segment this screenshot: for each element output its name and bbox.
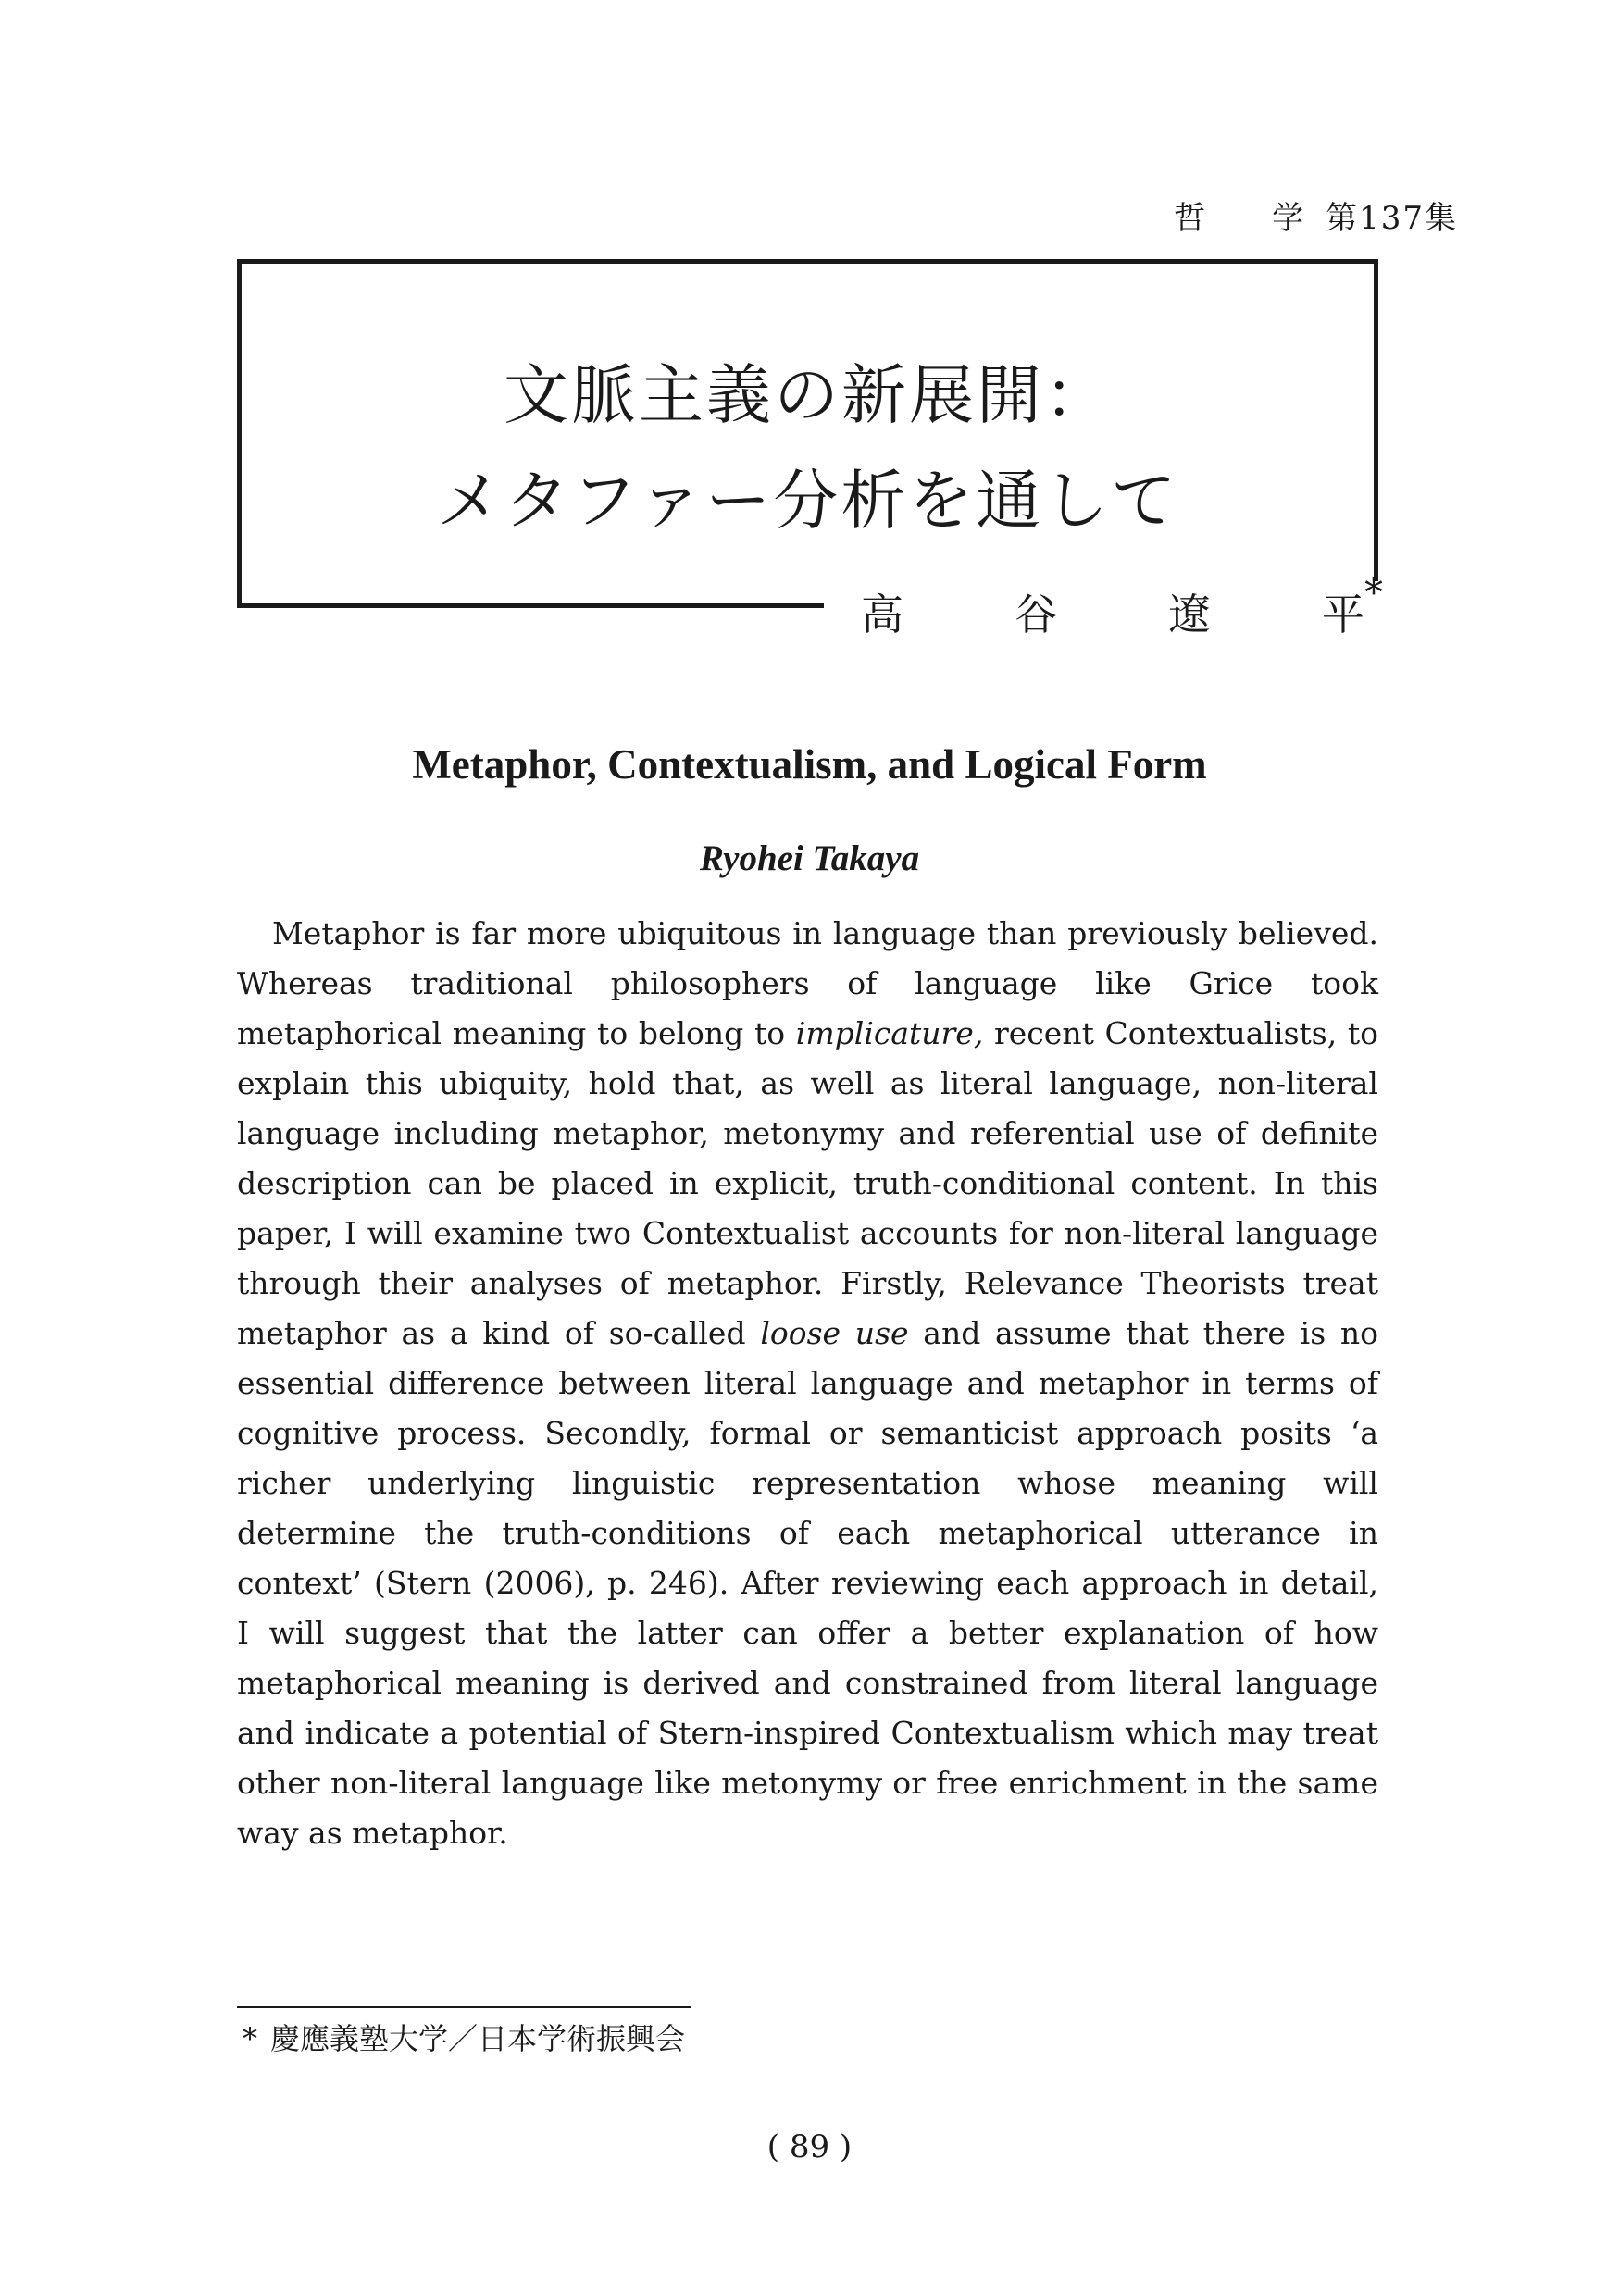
japanese-title-line-1: 文脈主義の新展開： (504, 357, 1112, 433)
english-title: Metaphor, Contextualism, and Logical Form (412, 741, 1207, 788)
japanese-title-line-2: メタファー分析を通して (436, 463, 1179, 539)
abstract-line: and indicate a potential of Stern-inspired Contextualism which may treat (237, 1715, 1378, 1751)
abstract-line: cognitive process. Secondly, formal or semanticist approach posits ‘a (237, 1415, 1378, 1451)
abstract-line: I will suggest that the latter can offer a better explanation of how (237, 1615, 1378, 1651)
journal-name-char-1: 哲 (1174, 200, 1208, 237)
author-char-1: 高 (861, 590, 903, 639)
abstract-line (237, 1009, 1378, 1059)
english-author: Ryohei Takaya (699, 838, 920, 878)
journal-header (1174, 192, 1458, 238)
author-char-4: 平 (1322, 590, 1364, 639)
implicature-term: implicature, (795, 1015, 984, 1051)
abstract-line: explain this ubiquity, hold that, as well as literal language, non-literal (237, 1065, 1378, 1101)
author-char-3: 遼 (1168, 590, 1211, 639)
abstract-text: metaphor as a kind of so-called (237, 1315, 746, 1351)
footnote-divider (237, 2006, 691, 2008)
abstract-line: Metaphor is far more ubiquitous in language than previously believed. (272, 915, 1378, 951)
abstract-line: language including metaphor, metonymy and referential use of definite (237, 1115, 1378, 1151)
page-number: ( 89 ) (766, 2128, 853, 2166)
japanese-author (824, 572, 1387, 642)
footnote-affiliation: 慶應義塾大学／日本学術振興会 (270, 2021, 686, 2056)
abstract (237, 909, 1378, 1858)
journal-name-char-2: 学 (1272, 200, 1306, 237)
abstract-line: context’ (Stern (2006), p. 246). After reviewing each approach in detail, (237, 1565, 1378, 1601)
abstract-line: description can be placed in explicit, truth-conditional content. In this (237, 1165, 1378, 1201)
abstract-line: other non-literal language like metonymy or free enrichment in the same (237, 1765, 1378, 1801)
abstract-text: metaphorical meaning to belong to (237, 1015, 786, 1051)
abstract-line: paper, I will examine two Contextualist accounts for non-literal language (237, 1215, 1378, 1251)
abstract-line (237, 1309, 1378, 1359)
abstract-text: recent Contextualists, to (994, 1015, 1378, 1051)
abstract-line: determine the truth-conditions of each metaphorical utterance in (237, 1515, 1378, 1551)
footnote (243, 2016, 685, 2058)
author-footnote-mark: * (1364, 572, 1383, 614)
abstract-line: metaphorical meaning is derived and constrained from literal language (237, 1665, 1378, 1701)
abstract-line: through their analyses of metaphor. Firstly, Relevance Theorists treat (237, 1265, 1378, 1301)
title-box (237, 259, 1378, 608)
abstract-line: richer underlying linguistic representation whose meaning will (237, 1465, 1378, 1501)
abstract-line: way as metaphor. (237, 1815, 508, 1851)
loose-use-term: loose use (760, 1315, 909, 1351)
journal-volume: 第137集 (1326, 200, 1458, 237)
abstract-line: Whereas traditional philosophers of language like Grice took (237, 965, 1378, 1001)
author-char-2: 谷 (1015, 590, 1057, 639)
abstract-text: and assume that there is no (923, 1315, 1378, 1351)
abstract-line: essential difference between literal language and metaphor in terms of (237, 1365, 1378, 1401)
footnote-mark: * (243, 2021, 257, 2056)
